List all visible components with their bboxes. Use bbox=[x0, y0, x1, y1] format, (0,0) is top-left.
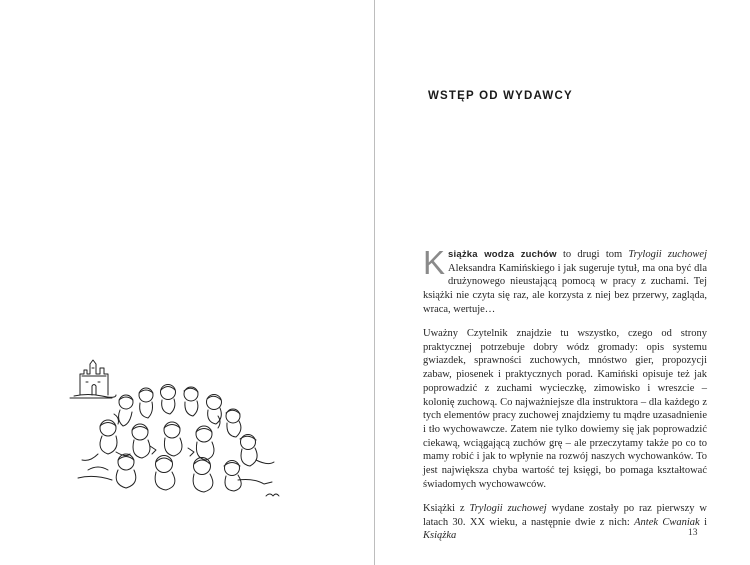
castle-drawing bbox=[70, 360, 116, 398]
paragraph-3-text-c: i bbox=[699, 516, 707, 528]
paragraph-3-text-b: wydane zostały po raz pierwszy w latach 30. XX wieku, a następnie dwie z nich: bbox=[423, 502, 707, 528]
paragraph-3-text-a: Książki z bbox=[423, 502, 470, 514]
section-heading: WSTĘP OD WYDAWCY bbox=[428, 90, 573, 102]
drop-cap: K bbox=[423, 244, 446, 281]
paragraph-3-italic-a: Trylogii zuchowej bbox=[469, 502, 547, 514]
paragraph-3-italic-b: Antek Cwaniak bbox=[634, 516, 700, 528]
paragraph-3-italic-c: Książka bbox=[423, 530, 457, 542]
paragraph-1-text-b: Aleksandra Kamińskiego i jak sugeruje tytuł, ma ona być dla drużynowego nieustającą pomocą w pracy z zuchami. Tej książki nie czyta się raz, ale korzysta z niej bez przerwy, zagląda, wraca, wertuje… bbox=[423, 262, 707, 315]
body-text bbox=[423, 244, 707, 554]
artist-signature bbox=[266, 494, 279, 496]
paragraph-2: Uważny Czytelnik znajdzie tu wszystko, czego od strony praktycznej potrzebuje dobry wódz gromady: opis systemu gwiazdek, sprawności zuchowych, mnóstwo gier, propozycji zabaw, piosenek i praktycznych porad. Kamiński opisuje też jak poprowadzić z zuchami wycieczkę, zimowisko i wreszcie – kolonię zuchową. Co najważniejsze dla instruktora – dla każdego z tych elementów pracy zuchowej znajdziemy tu mądre uzasadnienie i tło wychowawcze. Zatem nie tylko dowiemy się jak poprowadzić ciekawą, wciągającą zuchów grę – ale przeczytamy także po co to mamy robić i jak to wpłynie na rozwój naszych wychowanków. To jest największa chyba wartość tej księgi, bo pomaga kształtować świadomych wychowawców. bbox=[423, 328, 707, 490]
paragraph-1 bbox=[423, 244, 707, 317]
children-group-drawing bbox=[78, 385, 274, 493]
paragraph-1-italic-title: Trylogii zuchowej bbox=[628, 249, 707, 260]
page-number: 13 bbox=[688, 528, 698, 538]
left-page bbox=[0, 0, 374, 565]
lead-in-title: siążka wodza zuchów bbox=[448, 249, 557, 260]
children-circle-illustration bbox=[68, 350, 283, 500]
paragraph-3 bbox=[423, 502, 707, 543]
paragraph-1-text-a: to drugi tom bbox=[556, 249, 629, 260]
